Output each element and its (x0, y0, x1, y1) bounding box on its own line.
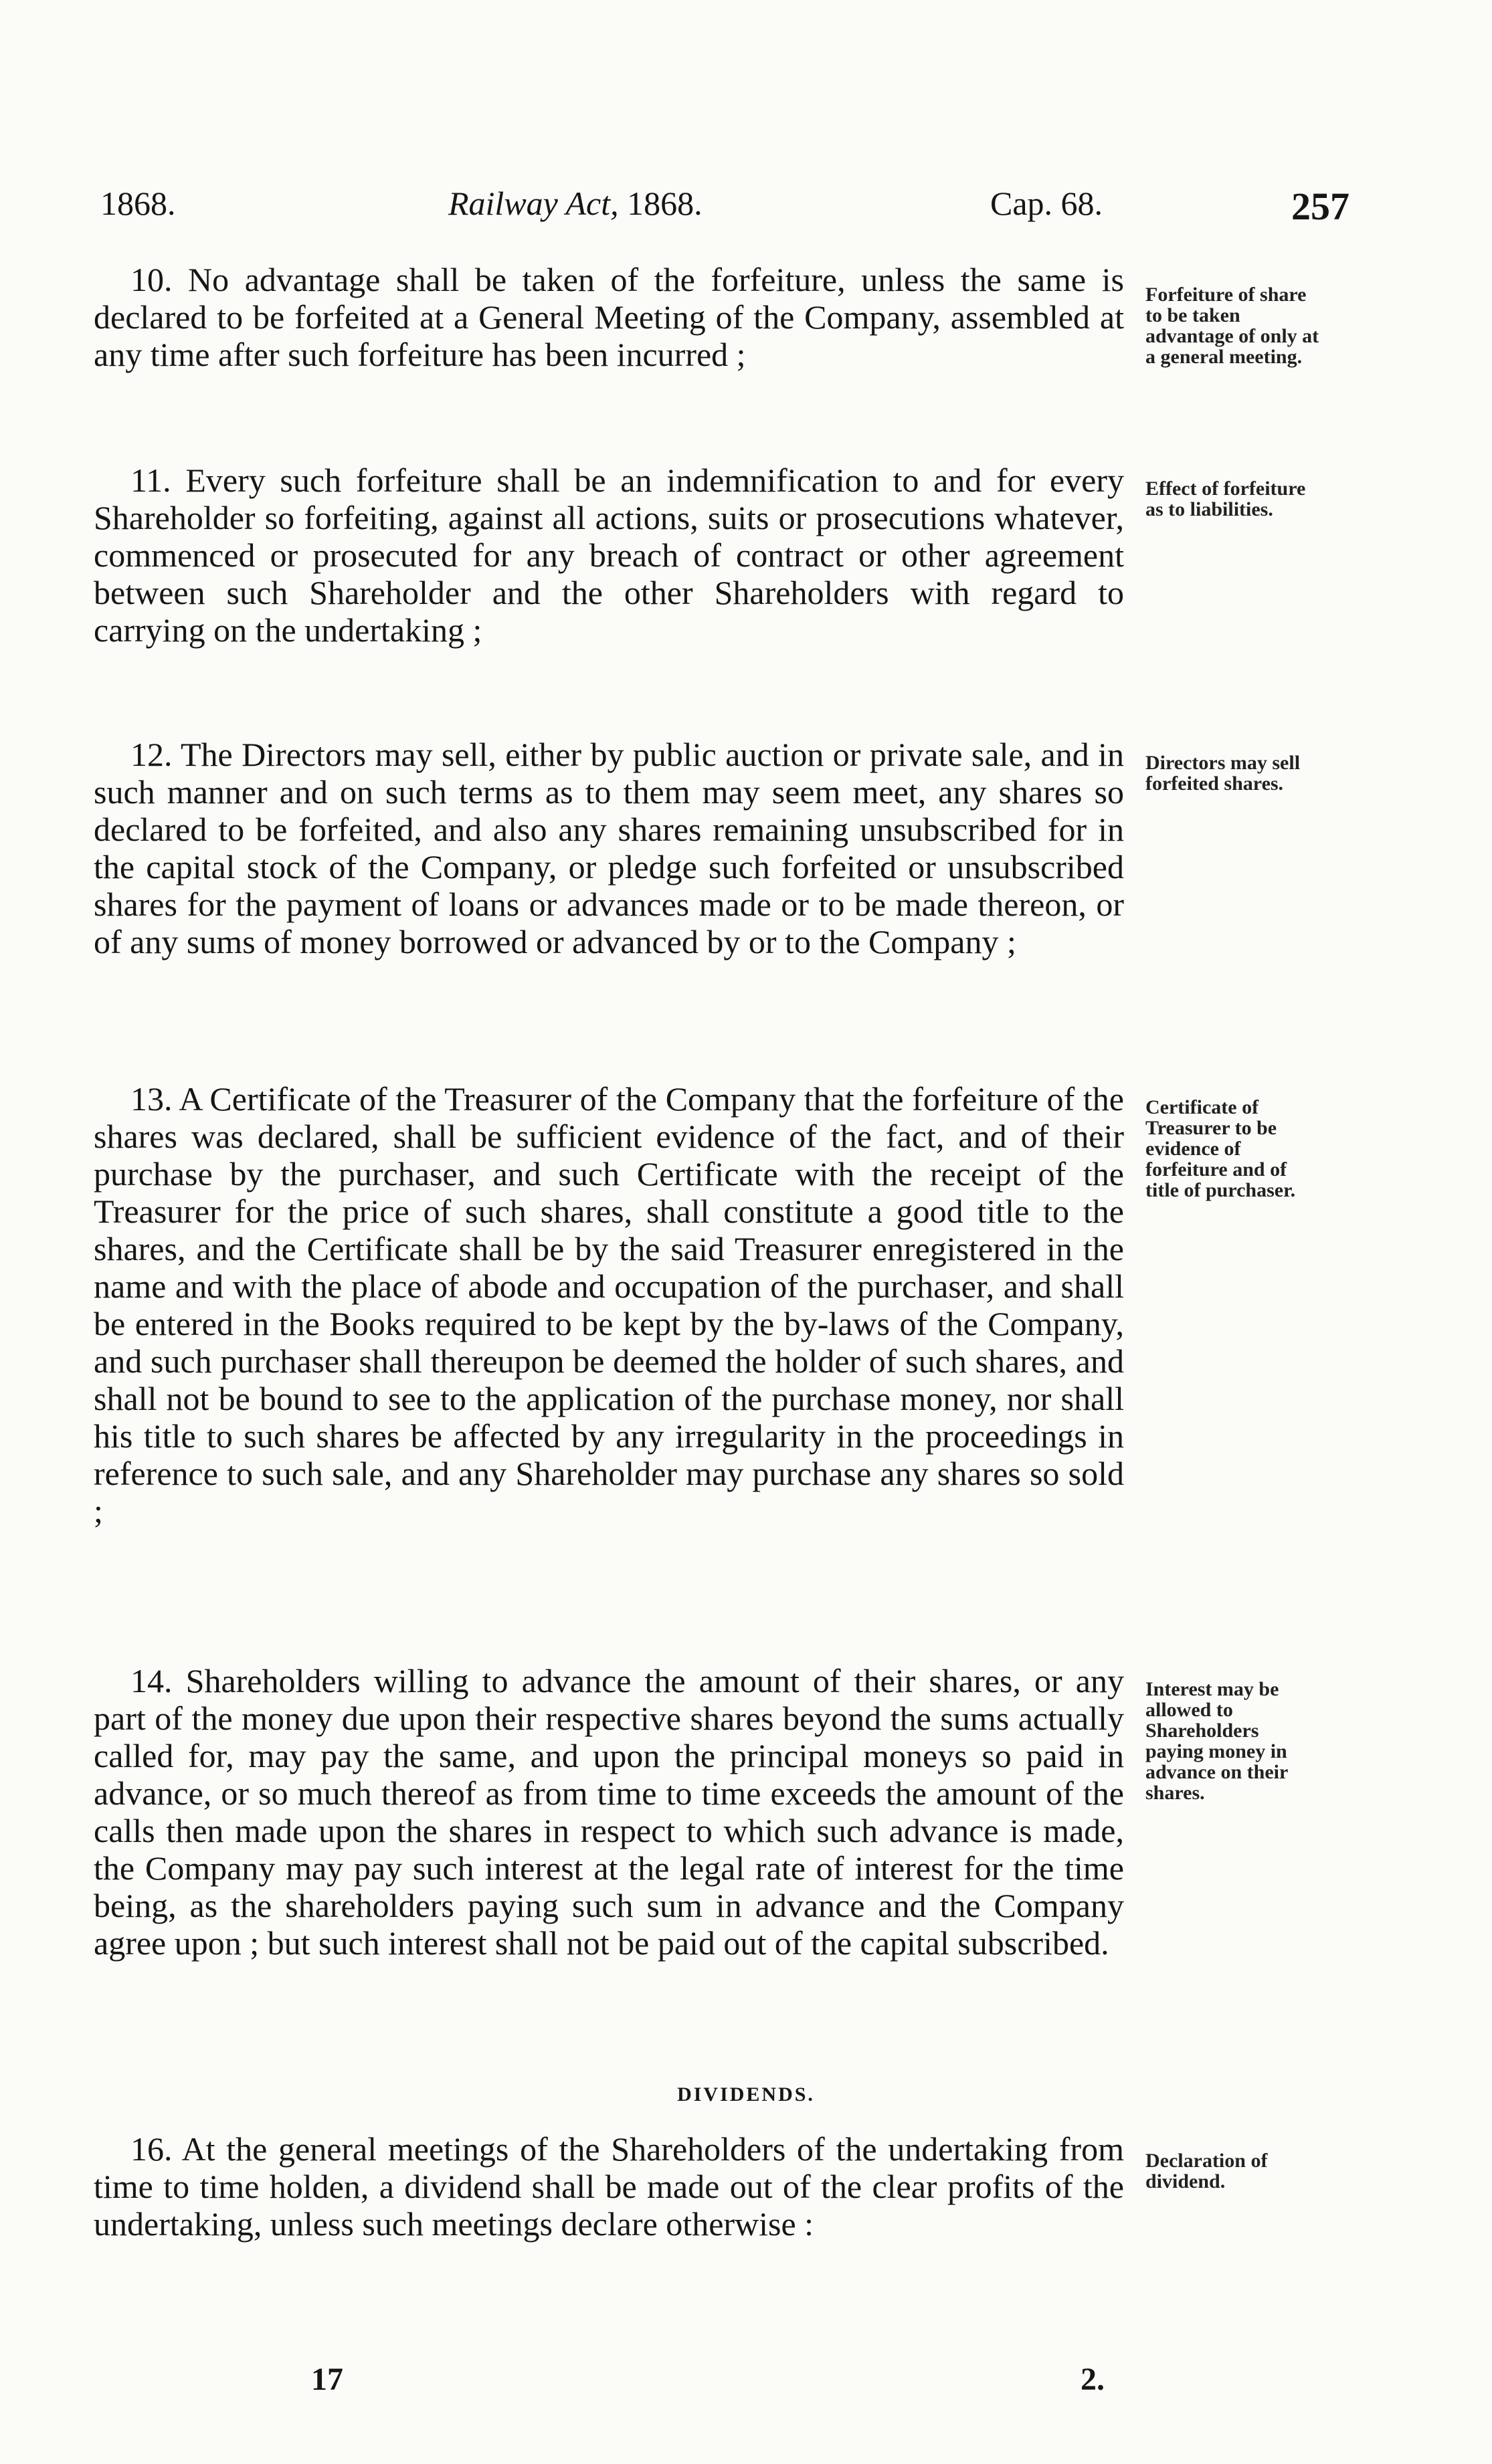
margin-note-13: Certificate of Treasurer to be evidence of forfeiture and of title of purchaser. (1145, 1096, 1296, 1201)
section-13 (94, 1080, 1124, 1530)
margin-note-10: Forfeiture of share to be taken advantage of only at a general meeting. (1145, 284, 1319, 368)
margin-note-11: Effect of forfeiture as to liabilities. (1145, 478, 1306, 520)
header-title-italic: Railway Act, (448, 185, 619, 222)
section-text: 14. Shareholders willing to advance the amount of their shares, or any part of the money due upon their respective shares beyond the sums actually called for, may pay the same, and upon the principal moneys so paid in advance, or so much thereof as from time to time exceeds the amount of the calls then made upon the shares in respect to which such advance is made, the Company may pay such interest at the legal rate of interest for the time being, as the shareholders paying such sum in advance and the Company agree upon ; but such interest shall not be paid out of the capital subscribed. (94, 1662, 1124, 1962)
page-header (100, 184, 1349, 244)
page-number: 257 (1291, 185, 1349, 228)
section-text: 10. No advantage shall be taken of the forfeiture, unless the same is declared to be forfeited at a General Meeting of the Company, assembled at any time after such forfeiture has been incurred ; (94, 261, 1124, 373)
header-chapter: Cap. 68. (990, 185, 1103, 222)
section-text: 16. At the general meetings of the Shareholders of the undertaking from time to time holden, a dividend shall be made out of the clear profits of the undertaking, unless such meetings declare otherwise : (94, 2130, 1124, 2243)
header-year: 1868. (100, 185, 176, 222)
section-10 (94, 261, 1124, 373)
signature-mark-right: 2. (1081, 2362, 1105, 2397)
header-title-year: 1868. (618, 185, 703, 222)
header-title (448, 184, 703, 223)
margin-note-16: Declaration of dividend. (1145, 2150, 1268, 2192)
section-text: 13. A Certificate of the Treasurer of the Company that the forfeiture of the shares was declared, shall be sufficient evidence of the fact, and of their purchase by the purchaser, and such Certificate with the receipt of the Treasurer for the price of such shares, shall constitute a good title to the shares, and the Certificate shall be by the said Treasurer enregistered in the name and with the place of abode and occupation of the purchaser, and shall be entered in the Books required to be kept by the by-laws of the Company, and such purchaser shall thereupon be deemed the holder of such shares, and shall not be bound to see to the application of the purchase money, nor shall his title to such shares be affected by any irregularity in the proceedings in reference to such sale, and any Shareholder may purchase any shares so sold ; (94, 1080, 1124, 1530)
section-text: 12. The Directors may sell, either by public auction or private sale, and in such manner and on such terms as to them may seem meet, any shares so declared to be forfeited, and also any shares remaining unsubscribed for in the capital stock of the Company, or pledge such forfeited or unsubscribed shares for the payment of loans or advances made or to be made thereon, or of any sums of money borrowed or advanced by or to the Company ; (94, 736, 1124, 960)
margin-note-12: Directors may sell forfeited shares. (1145, 752, 1301, 795)
section-11 (94, 461, 1124, 649)
section-text: 11. Every such forfeiture shall be an indemnification to and for every Shareholder so forfeiting, against all actions, suits or prosecutions whatever, commenced or prosecuted for any breach of contract or other agreement between such Shareholder and the other Shareholders with regard to carrying on the undertaking ; (94, 461, 1124, 649)
dividends-heading: DIVIDENDS. (677, 2083, 815, 2106)
signature-mark-left: 17 (311, 2362, 343, 2397)
section-16 (94, 2130, 1124, 2243)
margin-note-14: Interest may be allowed to Shareholders paying money in advance on their shares. (1145, 1678, 1288, 1804)
section-14 (94, 1662, 1124, 1962)
section-12 (94, 736, 1124, 960)
